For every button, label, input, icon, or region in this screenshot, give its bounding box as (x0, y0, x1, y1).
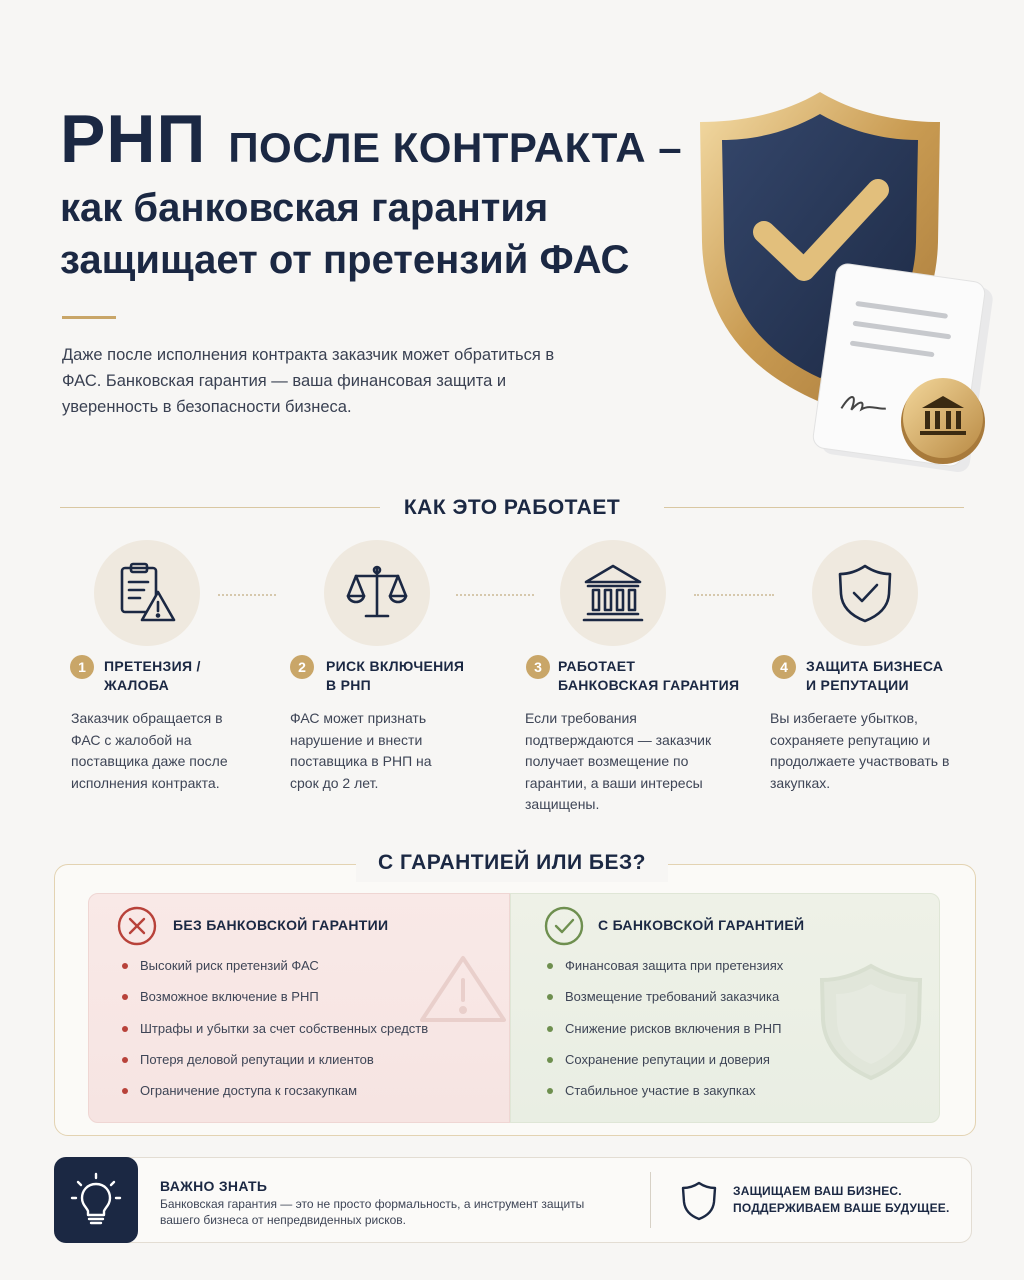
step-4-title: ЗАЩИТА БИЗНЕСА И РЕПУТАЦИИ (806, 658, 944, 693)
hero-shield-document-illustration (700, 82, 1000, 482)
footer-slogan: ЗАЩИЩАЕМ ВАШ БИЗНЕС. ПОДДЕРЖИВАЕМ ВАШЕ БУДУЩЕЕ. (733, 1184, 950, 1215)
list-item: Возможное включение в РНП (122, 987, 428, 1018)
step-1-icon-circle (94, 540, 200, 646)
list-item: Штрафы и убытки за счет собственных средств (122, 1019, 428, 1050)
step-3-number: 3 (526, 655, 550, 679)
list-item: Стабильное участие в закупках (547, 1081, 783, 1112)
step-2-title: РИСК ВКЛЮЧЕНИЯ В РНП (326, 658, 465, 693)
title-abbreviation: РНП (60, 101, 207, 177)
footer-divider (650, 1172, 651, 1228)
step-connector (218, 594, 276, 596)
without-guarantee-list (122, 956, 428, 1112)
step-1-title: ПРЕТЕНЗИЯ / ЖАЛОБА (104, 658, 201, 693)
step-connector (456, 594, 534, 596)
step-3-title: РАБОТАЕТ БАНКОВСКАЯ ГАРАНТИЯ (558, 658, 740, 693)
title-line-2: как банковская гарантия (60, 186, 549, 230)
without-guarantee-title: БЕЗ БАНКОВСКОЙ ГАРАНТИИ (173, 917, 389, 933)
shield-check-icon (834, 562, 896, 624)
step-4-icon-circle (812, 540, 918, 646)
close-circle-icon (117, 906, 157, 946)
title-accent-bar (62, 316, 116, 319)
step-connector (694, 594, 774, 596)
step-3-description: Если требования подтверждаются — заказчик получает возмещение по гарантии, а ваши интересы защищены. (525, 710, 712, 812)
title-line-3: защищает от претензий ФАС (60, 238, 630, 282)
step-2-description: ФАС может признать нарушение и внести поставщика в РНП на срок до 2 лет. (290, 710, 432, 791)
comparison-heading: С ГАРАНТИЕЙ ИЛИ БЕЗ? (378, 851, 646, 874)
warning-watermark-icon (418, 954, 508, 1024)
with-guarantee-list (547, 956, 783, 1112)
important-text: Банковская гарантия — это не просто формальность, а инструмент защиты вашего бизнеса от непредвиденных рисков. (160, 1197, 585, 1227)
step-2-icon-circle (324, 540, 430, 646)
list-item: Возмещение требований заказчика (547, 987, 783, 1018)
lightbulb-icon-box (54, 1157, 138, 1243)
list-item: Высокий риск претензий ФАС (122, 956, 428, 987)
list-item: Снижение рисков включения в РНП (547, 1019, 783, 1050)
how-it-works-heading: КАК ЭТО РАБОТАЕТ (403, 496, 621, 519)
shield-outline-icon (680, 1180, 718, 1222)
shield-watermark-icon (816, 962, 926, 1082)
title-rest: ПОСЛЕ КОНТРАКТА – (228, 124, 683, 171)
bank-icon (580, 560, 646, 626)
with-guarantee-title: С БАНКОВСКОЙ ГАРАНТИЕЙ (598, 917, 805, 933)
step-1-description: Заказчик обращается в ФАС с жалобой на поставщика даже после исполнения контракта. (71, 710, 228, 791)
step-3-icon-circle (560, 540, 666, 646)
check-circle-icon (544, 906, 584, 946)
scales-icon (344, 560, 410, 626)
important-title: ВАЖНО ЗНАТЬ (160, 1178, 268, 1194)
list-item: Сохранение репутации и доверия (547, 1050, 783, 1081)
list-item: Ограничение доступа к госзакупкам (122, 1081, 428, 1112)
section-divider-right (664, 507, 964, 508)
intro-text: Даже после исполнения контракта заказчик может обратиться в ФАС. Банковская гарантия — ваша финансовая защита и уверенность в безопасности бизнеса. (62, 346, 555, 416)
list-item: Потеря деловой репутации и клиентов (122, 1050, 428, 1081)
clipboard-warning-icon (114, 560, 180, 626)
step-4-number: 4 (772, 655, 796, 679)
page-title (60, 100, 682, 178)
step-1-number: 1 (70, 655, 94, 679)
step-2-number: 2 (290, 655, 314, 679)
lightbulb-icon (66, 1170, 126, 1230)
list-item: Финансовая защита при претензиях (547, 956, 783, 987)
section-divider-left (60, 507, 380, 508)
step-4-description: Вы избегаете убытков, сохраняете репутацию и продолжаете участвовать в закупках. (770, 710, 950, 791)
bank-coin-icon (901, 378, 985, 464)
